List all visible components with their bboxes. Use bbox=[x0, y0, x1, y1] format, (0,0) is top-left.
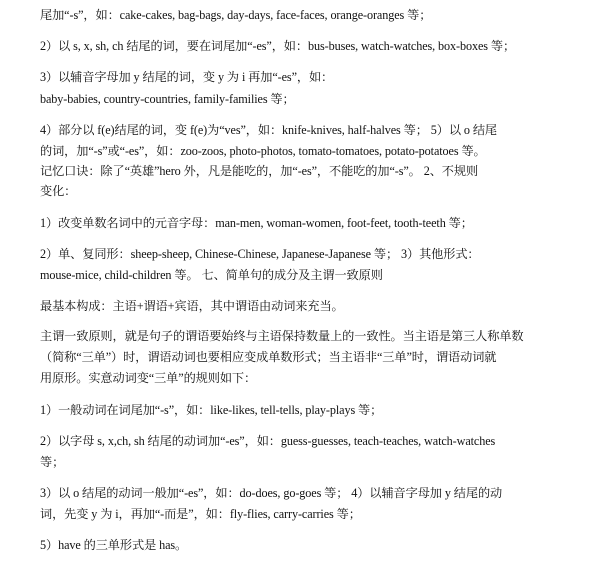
text-line: 2）以字母 s, x,ch, sh 结尾的动词加“-es”，如：guess-guesses, teach-teaches, watch-watches bbox=[40, 434, 496, 448]
text-line: 3）以 o 结尾的动词一般加“-es”，如：do-does, go-goes 等； 4）以辅音字母加 y 结尾的动 bbox=[40, 486, 503, 500]
text-line: 2）单、复同形：sheep-sheep, Chinese-Chinese, Japanese-Japanese 等； 3）其他形式： bbox=[40, 247, 480, 261]
text-line: 记忆口诀：除了“英雄”hero 外，凡是能吃的，加“-es”，不能吃的加“-s”。 2、不规则 bbox=[40, 164, 479, 178]
text-line: 最基本构成：主语+谓语+宾语，其中谓语由动词来充当。 bbox=[40, 299, 344, 313]
text-line: 2）以 s, x, sh, ch 结尾的词，要在词尾加“-es”，如：bus-buses, watch-watches, box-boxes 等； bbox=[40, 39, 516, 53]
text-line: 的词，加“-s”或“-es”，如：zoo-zoos, photo-photos, tomato-tomatoes, potato-potatoes 等。 bbox=[40, 144, 486, 158]
text-line: （简称“三单”）时，谓语动词也要相应变成单数形式；当主语非“三单”时，谓语动词就 bbox=[40, 350, 497, 364]
text-line: 1）改变单数名词中的元音字母：man-men, woman-women, foot-feet, tooth-teeth 等； bbox=[40, 216, 473, 230]
text-line: 主谓一致原则，就是句子的谓语要始终与主语保持数量上的一致性。当主语是第三人称单数 bbox=[40, 329, 524, 343]
text-line: 等； bbox=[40, 455, 65, 469]
text-line: 4）部分以 f(e)结尾的词，变 f(e)为“ves”，如：knife-knives, half-halves 等； 5）以 o 结尾 bbox=[40, 123, 498, 137]
text-line: 5）have 的三单形式是 has。 bbox=[40, 538, 188, 552]
text-line: baby-babies, country-countries, family-families 等； bbox=[40, 92, 295, 106]
text-line: 尾加“-s”，如：cake-cakes, bag-bags, day-days, face-faces, orange-oranges 等； bbox=[40, 8, 432, 22]
text-line: 用原形。实意动词变“三单”的规则如下： bbox=[40, 371, 257, 385]
text-line: mouse-mice, child-children 等。 七、简单句的成分及主谓一致原则 bbox=[40, 268, 383, 282]
text-line: 词，先变 y 为 i，再加“-而是”，如：fly-flies, carry-carries 等； bbox=[40, 507, 361, 521]
text-line: 变化： bbox=[40, 184, 77, 198]
text-line: 3）以辅音字母加 y 结尾的词，变 y 为 i 再加“-es”，如： bbox=[40, 70, 334, 84]
text-line: 1）一般动词在词尾加“-s”，如：like-likes, tell-tells, play-plays 等； bbox=[40, 403, 383, 417]
